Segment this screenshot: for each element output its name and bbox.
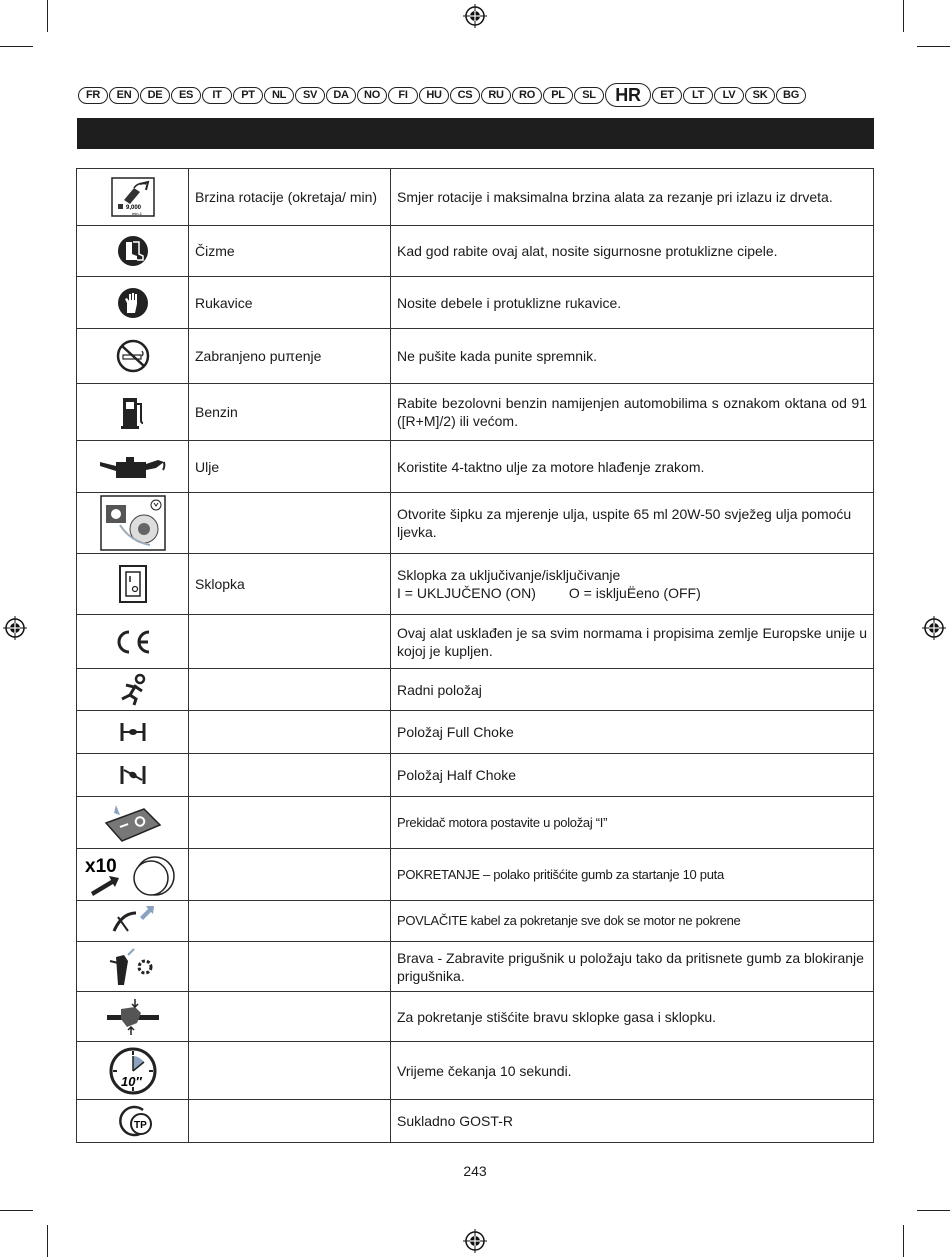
throttle-lock-icon: [105, 997, 161, 1037]
crop-mark: [903, 1225, 904, 1257]
language-tabs: [78, 84, 874, 106]
lang-tab-nl[interactable]: NL: [264, 87, 294, 104]
table-row: [77, 669, 874, 711]
ce-mark-icon: [113, 628, 153, 656]
choke-lock-icon: [108, 947, 158, 987]
symbol-name: Čizme: [189, 226, 391, 277]
lang-tab-bg[interactable]: BG: [776, 87, 806, 104]
icon-cell: [77, 849, 189, 901]
svg-text:x10: x10: [84, 855, 117, 877]
icon-cell: [77, 901, 189, 942]
svg-text:9,000: 9,000: [125, 205, 141, 211]
icon-cell: [77, 226, 189, 277]
symbol-name: [189, 942, 391, 992]
gost-r-icon: [113, 1104, 153, 1138]
svg-text:10″: 10″: [120, 1073, 142, 1089]
table-row: [77, 169, 874, 226]
symbol-name: Rukavice: [189, 277, 391, 329]
symbol-description: Kad god rabite ovaj alat, nosite sigurnosne protuklizne cipele.: [391, 226, 874, 277]
icon-cell: [77, 754, 189, 797]
full-choke-icon: [119, 721, 147, 743]
crop-mark: [917, 1210, 950, 1211]
registration-mark-icon: [463, 4, 487, 28]
symbol-description: POVLAČITE kabel za pokretanje sve dok se motor ne pokrene: [391, 901, 874, 942]
lang-tab-fi[interactable]: FI: [388, 87, 418, 104]
no-smoking-icon: [116, 339, 150, 373]
lang-tab-pl[interactable]: PL: [543, 87, 573, 104]
crop-mark: [0, 1210, 33, 1211]
switch-description: Sklopka za uključivanje/isključivanje: [397, 567, 621, 583]
page-number: 243: [463, 1163, 487, 1179]
symbol-description: Ne pušite kada punite spremnik.: [391, 329, 874, 384]
symbol-description: Smjer rotacije i maksimalna brzina alata za rezanje pri izlazu iz drveta.: [391, 169, 874, 226]
lang-tab-fr[interactable]: FR: [78, 87, 108, 104]
table-row: [77, 901, 874, 942]
symbol-name: [189, 1100, 391, 1143]
icon-cell: [77, 711, 189, 754]
symbol-description: Položaj Full Choke: [391, 711, 874, 754]
icon-cell: [77, 1042, 189, 1100]
registration-mark-icon: [3, 616, 27, 640]
lang-tab-ro[interactable]: RO: [512, 87, 542, 104]
icon-cell: [77, 942, 189, 992]
symbol-description: Nosite debele i protuklizne rukavice.: [391, 277, 874, 329]
symbol-name: [189, 669, 391, 711]
table-row: [77, 797, 874, 849]
timer-icon: [108, 1046, 158, 1096]
symbol-name: [189, 711, 391, 754]
symbol-name: Ulje: [189, 441, 391, 493]
symbol-description: [391, 554, 874, 615]
lang-tab-et[interactable]: ET: [652, 87, 682, 104]
switch-icon: [118, 564, 148, 604]
icon-cell: [77, 669, 189, 711]
crop-mark: [917, 46, 950, 47]
svg-text:min-1: min-1: [131, 211, 142, 216]
table-row: [77, 615, 874, 669]
lang-tab-pt[interactable]: PT: [233, 87, 263, 104]
symbol-name: [189, 992, 391, 1042]
section-header-bar: [77, 118, 874, 149]
icon-cell: [77, 992, 189, 1042]
symbol-description: Radni položaj: [391, 669, 874, 711]
registration-mark-icon: [463, 1229, 487, 1253]
symbol-description: Brava - Zabravite prigušnik u položaju tako da pritisnete gumb za blokiranje prigušnika.: [391, 942, 874, 992]
table-row: [77, 493, 874, 554]
symbol-name: Sklopka: [189, 554, 391, 615]
crop-mark: [47, 1225, 48, 1257]
icon-cell: [77, 493, 189, 554]
symbol-name: [189, 797, 391, 849]
table-row: [77, 849, 874, 901]
symbol-description: Rabite bezolovni benzin namijenjen automobilima s oznakom oktana od 91 ([R+M]/2) ili većom.: [391, 384, 874, 441]
symbol-description: Položaj Half Choke: [391, 754, 874, 797]
symbol-name: [189, 849, 391, 901]
symbol-name: Brzina rotacije (okretaja/ min): [189, 169, 391, 226]
icon-cell: [77, 169, 189, 226]
run-position-icon: [118, 673, 148, 707]
icon-cell: [77, 554, 189, 615]
icon-cell: [77, 329, 189, 384]
table-row: [77, 226, 874, 277]
lang-tab-ru[interactable]: RU: [481, 87, 511, 104]
primer-bulb-icon: [85, 852, 181, 898]
icon-cell: [77, 384, 189, 441]
icon-cell: [77, 1100, 189, 1143]
lang-tab-hr-active[interactable]: HR: [605, 83, 651, 107]
symbol-description: Sukladno GOST-R: [391, 1100, 874, 1143]
table-row: [77, 942, 874, 992]
crop-mark: [47, 0, 48, 32]
table-row: [77, 277, 874, 329]
lang-tab-hu[interactable]: HU: [419, 87, 449, 104]
lang-tab-no[interactable]: NO: [357, 87, 387, 104]
lang-tab-cs[interactable]: CS: [450, 87, 480, 104]
symbol-name: [189, 1042, 391, 1100]
gloves-icon: [117, 287, 149, 319]
symbol-name: [189, 901, 391, 942]
table-row: [77, 441, 874, 493]
oil-can-icon: [98, 452, 168, 482]
lang-tab-lv[interactable]: LV: [714, 87, 744, 104]
table-row: [77, 554, 874, 615]
symbol-name: Benzin: [189, 384, 391, 441]
crop-mark: [903, 0, 904, 32]
lang-tab-lt[interactable]: LT: [683, 87, 713, 104]
symbol-description: Koristite 4-taktno ulje za motore hlađenje zrakom.: [391, 441, 874, 493]
icon-cell: [77, 441, 189, 493]
registration-mark-icon: [922, 616, 946, 640]
table-row: [77, 1100, 874, 1143]
oil-fill-icon: [100, 495, 166, 551]
crop-mark: [0, 46, 33, 47]
table-row: [77, 711, 874, 754]
engine-switch-icon: [104, 803, 162, 843]
symbol-description: Prekidač motora postavite u položaj “I”: [391, 797, 874, 849]
table-row: [77, 992, 874, 1042]
icon-cell: [77, 615, 189, 669]
pull-cord-icon: [110, 905, 156, 937]
boots-icon: [117, 235, 149, 267]
symbols-table: [76, 168, 874, 1143]
rotation-speed-icon: [110, 176, 156, 218]
lang-tab-sk[interactable]: SK: [745, 87, 775, 104]
lang-tab-it[interactable]: IT: [202, 87, 232, 104]
symbol-name: Zabranjeno puπenje: [189, 329, 391, 384]
symbol-name: [189, 754, 391, 797]
table-row: [77, 384, 874, 441]
lang-tab-sl[interactable]: SL: [574, 87, 604, 104]
symbol-description: Otvorite šipku za mjerenje ulja, uspite 65 ml 20W-50 svježeg ulja pomoću ljevka.: [391, 493, 874, 554]
icon-cell: [77, 797, 189, 849]
lang-tab-sv[interactable]: SV: [295, 87, 325, 104]
icon-cell: [77, 277, 189, 329]
half-choke-icon: [119, 764, 147, 786]
symbol-name: [189, 615, 391, 669]
switch-on-label: I = UKLJUČENO (ON): [397, 585, 536, 601]
table-row: [77, 329, 874, 384]
table-row: [77, 1042, 874, 1100]
lang-tab-en[interactable]: EN: [109, 87, 139, 104]
table-row: [77, 754, 874, 797]
symbol-name: [189, 493, 391, 554]
symbol-description: Vrijeme čekanja 10 sekundi.: [391, 1042, 874, 1100]
lang-tab-de[interactable]: DE: [140, 87, 170, 104]
fuel-pump-icon: [120, 394, 146, 430]
symbol-description: Ovaj alat usklađen je sa svim normama i propisima zemlje Europske unije u kojoj je kupljen.: [391, 615, 874, 669]
lang-tab-da[interactable]: DA: [326, 87, 356, 104]
lang-tab-es[interactable]: ES: [171, 87, 201, 104]
symbol-description: POKRETANJE – polako pritišćite gumb za startanje 10 puta: [391, 849, 874, 901]
symbol-description: Za pokretanje stišćite bravu sklopke gasa i sklopku.: [391, 992, 874, 1042]
switch-off-label: O = iskljuËeno (OFF): [568, 585, 701, 601]
svg-text:TP: TP: [133, 1120, 147, 1131]
